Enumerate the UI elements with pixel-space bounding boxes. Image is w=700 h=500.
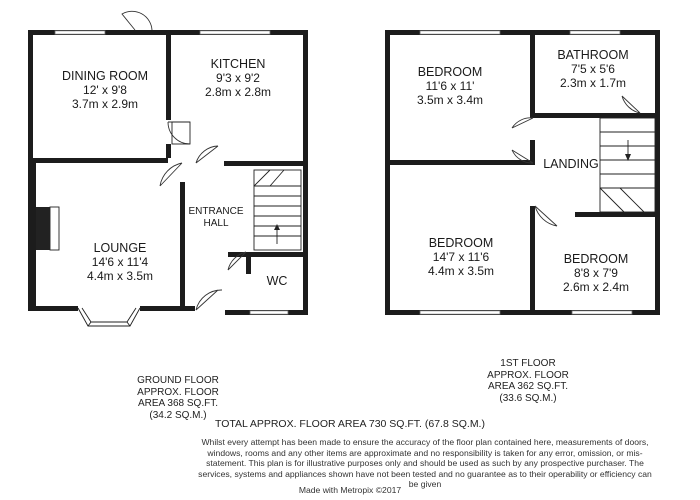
lounge-imperial: 14'6 x 11'4 <box>91 255 149 269</box>
ground-west-wall-lower <box>28 160 36 310</box>
bedroom3-door-swing <box>535 206 557 226</box>
bedroom3-window <box>572 311 632 314</box>
first-floor-caption-line4: (33.6 SQ.M.) <box>499 392 557 404</box>
kitchen-south-wall <box>224 161 308 166</box>
ground-west-wall-upper <box>28 30 33 160</box>
ground-floor-caption-line3: AREA 368 SQ.FT. <box>137 398 219 409</box>
kitchen-cupboard-door-swing <box>168 122 190 144</box>
ground-south-wall-mid <box>140 306 195 311</box>
ground-floor-caption-line2: APPROX. FLOOR <box>137 386 219 398</box>
first-east-wall <box>655 30 660 315</box>
lounge-name: LOUNGE <box>93 241 147 255</box>
bathroom-imperial: 7'5 x 5'6 <box>571 62 615 76</box>
kitchen-cupboard <box>172 122 190 144</box>
landing-name: LANDING <box>543 157 599 171</box>
bathroom-name: BATHROOM <box>557 48 629 62</box>
hall-name-line2: HALL <box>203 218 229 229</box>
wc-name: WC <box>266 274 288 288</box>
lounge-hall-wall <box>180 182 185 310</box>
first-floor-caption-line2: APPROX. FLOOR <box>487 369 569 381</box>
bedroom1-bathroom-wall <box>530 30 535 118</box>
bedroom3-metric: 2.6m x 2.4m <box>562 280 630 294</box>
bathroom-door-swing <box>622 96 640 113</box>
bedroom1-door-swing <box>512 118 533 128</box>
hearth <box>50 207 59 250</box>
bathroom-metric: 2.3m x 1.7m <box>559 76 627 90</box>
bedroom2-name: BEDROOM <box>428 236 494 250</box>
bedroom2-bedroom3-wall <box>530 206 535 312</box>
front-door-swing <box>196 290 222 310</box>
ground-floor-caption-line4: (34.2 SQ.M.) <box>149 409 207 421</box>
dining-kitchen-wall <box>166 30 171 120</box>
bay-window-inner <box>82 308 136 322</box>
first-floor-caption <box>468 358 588 404</box>
wc-west-wall <box>246 252 251 274</box>
wc-window <box>250 311 288 314</box>
fireplace <box>36 207 50 250</box>
lounge-metric: 4.4m x 3.5m <box>86 269 154 283</box>
first-floor-caption-line3: AREA 362 SQ.FT. <box>487 381 569 392</box>
bedroom3-north-wall <box>575 212 660 217</box>
bedroom1-bedroom2-wall <box>385 160 533 165</box>
dining-room-imperial: 12' x 9'8 <box>83 83 127 97</box>
bedroom2-window <box>420 311 500 314</box>
lounge-door-swing <box>160 163 182 186</box>
kitchen-metric: 2.8m x 2.8m <box>204 85 272 99</box>
ground-south-wall-left <box>28 306 78 311</box>
bedroom1-window <box>420 31 500 34</box>
room-labels <box>62 48 629 294</box>
bathroom-south-wall <box>535 113 655 118</box>
first-stairs <box>600 118 655 212</box>
hall-name-line1: ENTRANCE <box>188 206 244 217</box>
disclaimer-text: Whilst every attempt has been made to ensure the accuracy of the floor plan contained here, measurements of doors, windows, rooms and any other items are approximate and no responsibility is taken for any error, omission, or mis-statement. This plan is for illustrative purposes only and should be used as such by any prospective purchaser. The services, systems and appliances shown have not been tested and no guarantee as to their operability or efficiency can be given <box>198 437 652 490</box>
ground-east-wall <box>303 30 308 315</box>
bedroom1-name: BEDROOM <box>417 65 483 79</box>
bedroom3-name: BEDROOM <box>563 252 629 266</box>
dining-room-metric: 3.7m x 2.9m <box>71 97 139 111</box>
dining-kitchen-wall-lower <box>166 144 171 158</box>
bedroom3-imperial: 8'8 x 7'9 <box>574 266 618 280</box>
first-floor-caption-line1: 1ST FLOOR <box>500 358 556 369</box>
dining-lounge-wall <box>28 158 168 163</box>
made-with-credit: Made with Metropix ©2017 <box>298 485 402 495</box>
kitchen-name: KITCHEN <box>210 57 266 71</box>
dining-door-swing <box>122 11 152 30</box>
bathroom-window <box>570 31 620 34</box>
bedroom1-metric: 3.5m x 3.4m <box>416 93 484 107</box>
bedroom2-imperial: 14'7 x 11'6 <box>432 250 490 264</box>
ground-floor-caption <box>118 375 238 421</box>
kitchen-door-swing <box>196 146 218 163</box>
up-arrow-icon <box>274 224 280 230</box>
dining-room-name: DINING ROOM <box>61 69 149 83</box>
bedroom1-imperial: 11'6 x 11' <box>425 79 475 93</box>
bedroom2-metric: 4.4m x 3.5m <box>427 264 495 278</box>
dining-window <box>55 31 105 34</box>
ground-floor-caption-line1: GROUND FLOOR <box>137 375 219 386</box>
kitchen-imperial: 9'3 x 9'2 <box>216 71 260 85</box>
first-west-wall <box>385 30 390 315</box>
ground-stairs <box>254 170 301 250</box>
kitchen-window <box>200 31 270 34</box>
total-floor-area: TOTAL APPROX. FLOOR AREA 730 SQ.FT. (67.8 SQ.M.) <box>215 418 485 430</box>
